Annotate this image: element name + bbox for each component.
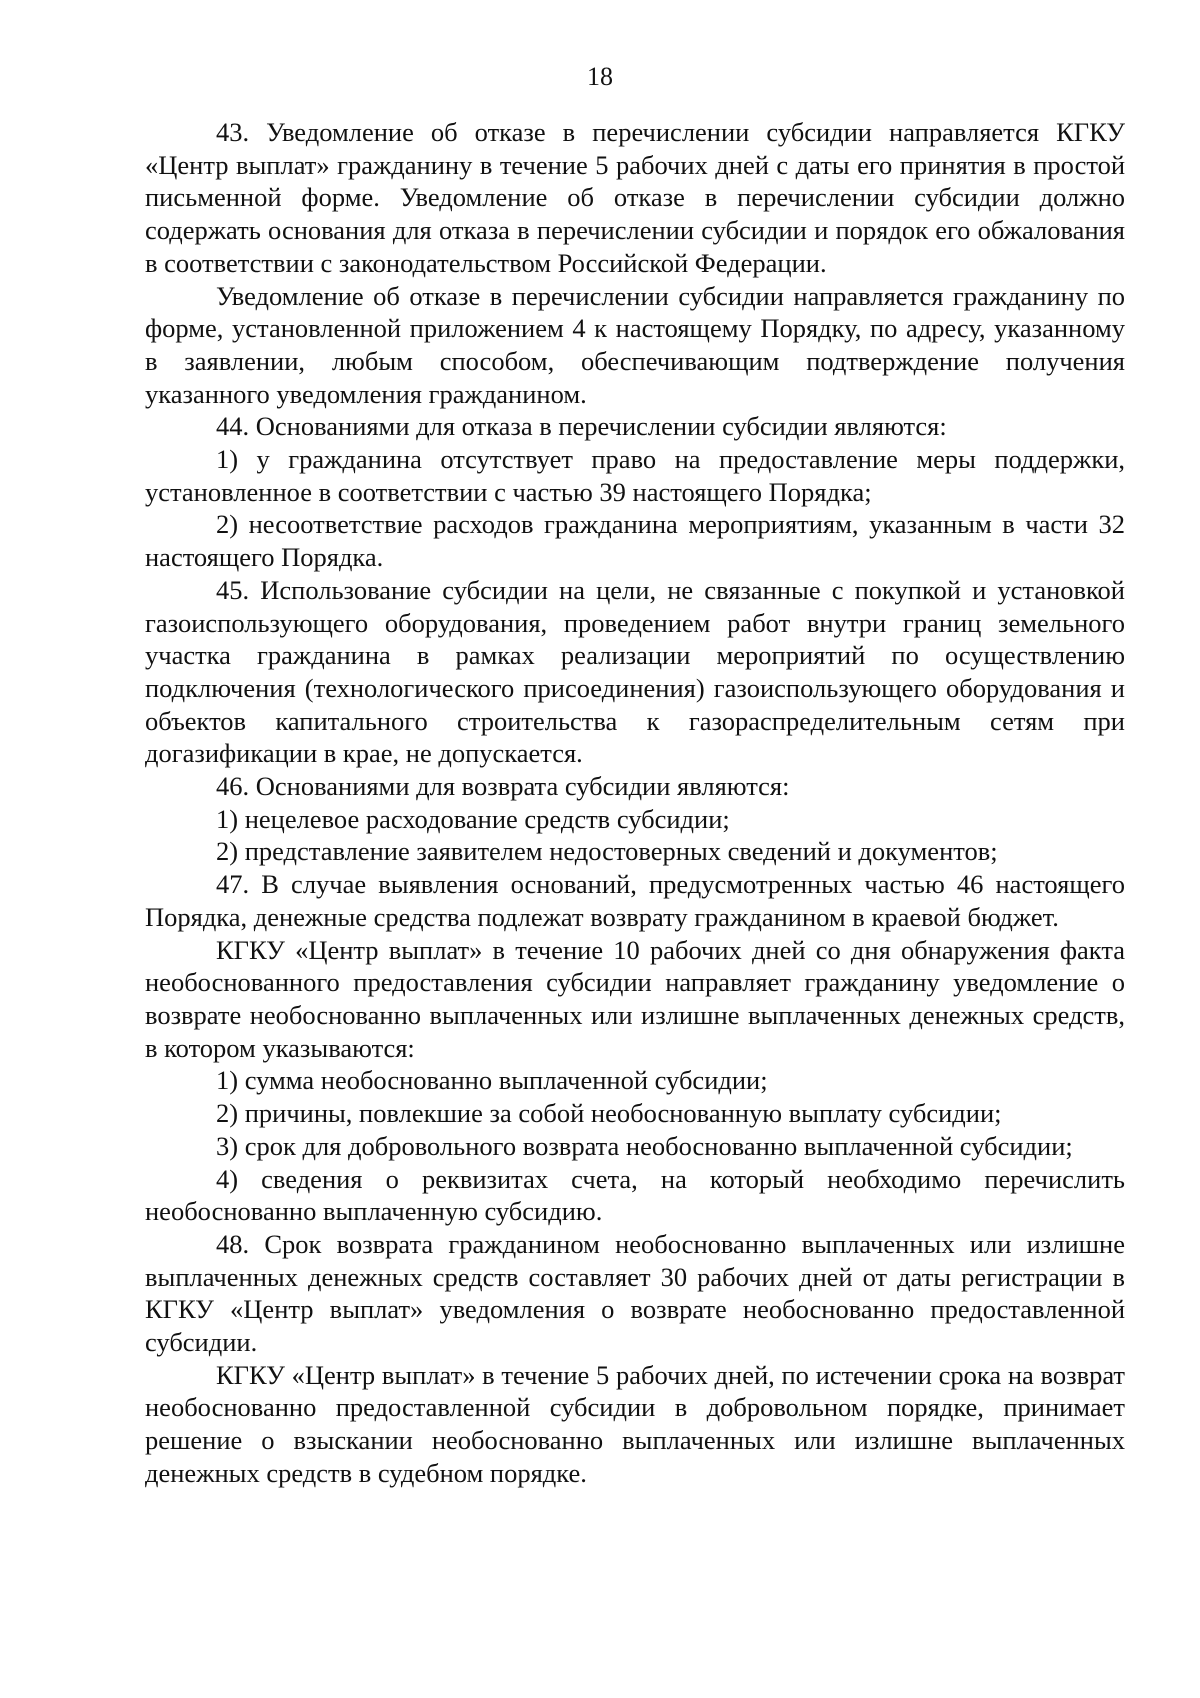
paragraph-44-item-1: 1) у гражданина отсутствует право на предоставление меры поддержки, установленное в соответствии с частью 39 настоящего Порядка; (145, 444, 1125, 507)
paragraph-47: 47. В случае выявления оснований, предусмотренных частью 46 настоящего Порядка, денежные средства подлежат возврату гражданином в краевой бюджет. (145, 869, 1125, 932)
paragraph-48-decision: КГКУ «Центр выплат» в течение 5 рабочих дней, по истечении срока на возврат необоснованно предоставленной субсидии в добровольном порядке, принимает решение о взыскании необоснованно выплаченных или излишне выплаченных денежных средств в судебном порядке. (145, 1359, 1125, 1488)
paragraph-47-item-1: 1) сумма необоснованно выплаченной субсидии; (216, 1065, 768, 1096)
paragraph-48: 48. Срок возврата гражданином необоснованно выплаченных или излишне выплаченных денежных средств составляет 30 рабочих дней от даты регистрации в КГКУ «Центр выплат» уведомления о возврате необоснованно предоставленной субсидии. (145, 1228, 1125, 1358)
paragraph-43-notice-form: Уведомление об отказе в перечислении субсидии направляется гражданину по форме, установленной приложением 4 к настоящему Порядку, по адресу, указанному в заявлении, любым способом, обеспечивающим подтверждение получения указанного уведомления гражданином. (145, 280, 1125, 409)
paragraph-47-item-2: 2) причины, повлекшие за собой необоснованную выплату субсидии; (216, 1098, 1002, 1129)
page-number: 18 (587, 62, 613, 91)
paragraph-47-notice: КГКУ «Центр выплат» в течение 10 рабочих дней со дня обнаружения факта необоснованного предоставления субсидии направляет гражданину уведомление о возврате необоснованно выплаченных или излишне выплаченных денежных средств, в котором указываются: (145, 934, 1125, 1063)
paragraph-46-item-2: 2) представление заявителем недостоверных сведений и документов; (216, 836, 998, 867)
paragraph-45: 45. Использование субсидии на цели, не связанные с покупкой и установкой газоиспользующего оборудования, проведением работ внутри границ земельного участка гражданина в рамках реализации мероприятий по осуществлению подключения (технологического присоединения) газоиспользующего оборудования и объектов капитального строительства к газораспределительным сетям при догазификации в крае, не допускается. (145, 574, 1125, 769)
paragraph-47-item-3: 3) срок для добровольного возврата необоснованно выплаченной субсидии; (216, 1130, 1073, 1161)
paragraph-43: 43. Уведомление об отказе в перечислении субсидии направляется КГКУ «Центр выплат» гражданину в течение 5 рабочих дней с даты его принятия в простой письменной форме. Уведомление об отказе в перечислении субсидии должно содержать основания для отказа в перечислении субсидии и порядок его обжалования в соответствии с законодательством Российской Федерации. (145, 117, 1125, 278)
paragraph-44-item-2: 2) несоответствие расходов гражданина мероприятиям, указанным в части 32 настоящего Порядка. (145, 509, 1125, 573)
document-body (145, 116, 1125, 1490)
paragraph-46-item-1: 1) нецелевое расходование средств субсидии; (216, 803, 730, 834)
paragraph-44: 44. Основаниями для отказа в перечислении субсидии являются: (216, 411, 947, 442)
paragraph-47-item-4: 4) сведения о реквизитах счета, на который необходимо перечислить необоснованно выплаченную субсидию. (145, 1163, 1125, 1227)
paragraph-46: 46. Основаниями для возврата субсидии являются: (216, 771, 790, 802)
